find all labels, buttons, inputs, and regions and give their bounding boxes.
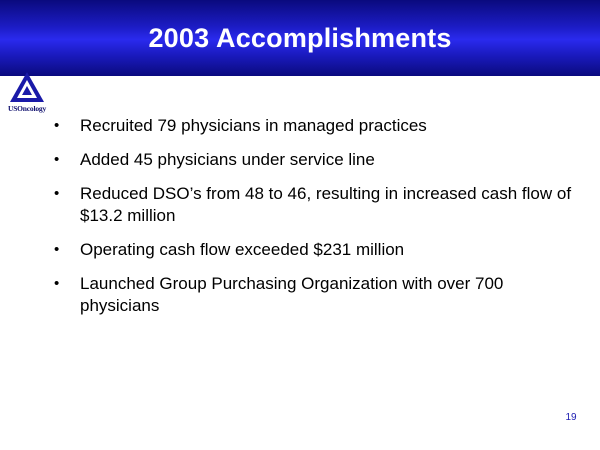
list-item-text: Reduced DSO’s from 48 to 46, resulting in increased cash flow of $13.2 million: [80, 184, 572, 225]
list-item: [54, 239, 584, 261]
bullet-icon: •: [54, 185, 60, 202]
bullet-icon: •: [54, 151, 60, 168]
list-item-text: Operating cash flow exceeded $231 million: [80, 240, 405, 259]
list-item-text: Launched Group Purchasing Organization with over 700 physicians: [80, 274, 504, 315]
triangle-logo-icon: [10, 72, 44, 103]
bullet-icon: •: [54, 117, 60, 134]
list-item: [54, 115, 584, 137]
list-item-text: Added 45 physicians under service line: [80, 150, 375, 169]
page-number: 19: [565, 412, 577, 423]
bullet-icon: •: [54, 241, 60, 258]
list-item: [54, 273, 584, 317]
bullet-icon: •: [54, 275, 60, 292]
company-logo: [4, 72, 48, 118]
list-item: [54, 183, 584, 227]
list-item: [54, 149, 584, 171]
accomplishments-list: [54, 115, 584, 329]
list-item-text: Recruited 79 physicians in managed practices: [80, 116, 427, 135]
slide-title: 2003 Accomplishments: [148, 23, 452, 53]
logo-text: USOncology: [7, 104, 46, 113]
